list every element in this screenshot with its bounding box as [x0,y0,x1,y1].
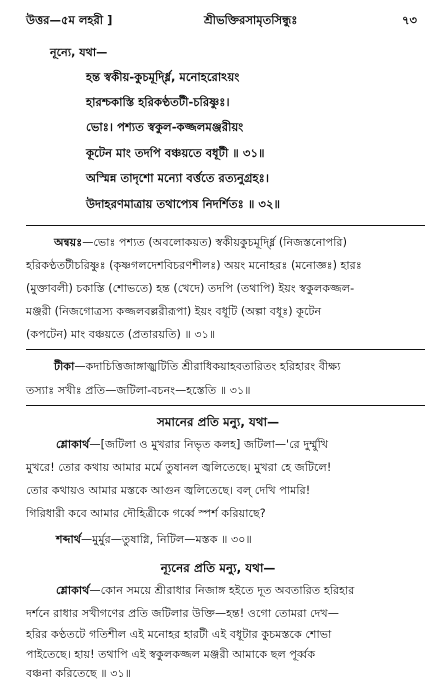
verse-line: ভোঃ। পশ্যত স্বকুল-কজ্জলমঞ্জরীয়ং [86,120,244,134]
translation-line [56,438,328,452]
anvaya-text: (কপটেন) মাং বঞ্চয়তে (প্রতারয়তি) ॥ ৩১॥ [26,328,216,341]
translation-line [26,667,131,681]
section-divider [26,405,425,406]
translation-text: হরির কণ্ঠতটে গতিশীল এই মনোহর হারটী এই বধূটার কুচমস্তকে শোভা [26,628,332,641]
verse-line: হন্ত স্বকীয়-কুচমূর্দ্ধ্নি, মনোহরোঽয়ং [86,70,240,84]
running-header [26,12,425,30]
translation-line [26,507,266,521]
anvaya-text: —ভোঃ পশ্যত (অবলোকয়ত) স্বকীয়কুচমূর্দ্ধ্নি (নিজস্তনোপরি) [82,236,347,249]
anvaya-line [54,236,347,250]
tika-label: টীকা [54,360,75,373]
header-book-title: শ্রীভক্তিরসামৃতসিন্ধুঃ [204,13,298,27]
section-divider [26,225,425,226]
translation-text: দর্শনে রাধার সখীগণের প্রতি জটিলার উক্তি—হন্ত! ওগো তোমরা দেখ— [26,607,339,620]
translation-line [56,584,354,598]
verse-line: কূটেন মাং তদপি বঞ্চয়তে বধূটী ॥ ৩১॥ [86,146,265,160]
translation-line [26,628,331,642]
translation-line [26,607,339,621]
section-heading: সমানের প্রতি মন্যু, যথা— [157,415,280,429]
section-heading: ন্যূনের প্রতি মন্যু, যথা— [160,561,276,575]
translation-label: শ্লোকার্থ [56,584,90,597]
tika-text: তস্যাঃ সখীঃ প্রতি—জটিলা-বচনং—হস্তেতি ॥ ৩১॥ [26,384,251,397]
translation-text: —কোন সময়ে শ্রীরাধার নিজাঙ্গ হইতে দূত অবতারিত হরিহার [89,584,355,597]
anvaya-line [26,305,321,319]
anvaya-line [26,259,362,273]
translation-label: শ্লোকার্থ [56,438,90,451]
verse-line: অস্মিন্ন তাদৃশো মন্যো বর্ত্ততে রত্যনুগ্রহঃ। [86,171,269,185]
translation-text: বঞ্চনা করিতেছে ॥ ৩১॥ [26,667,132,680]
tika-line [54,360,340,374]
anvaya-text: (মুক্তাবলী) চকাস্তি (শোভতে) হন্ত (খেদে) তদপি (তথাপি) ইয়ং স্বকুলকজ্জল- [26,282,355,295]
anvaya-text: মঞ্জরী (নিজগোত্রস্য কজ্জলবল্লরীরূপা) ইয়ং বধূটি (অল্পা বধূঃ) কূটেন [26,305,322,318]
verse-line: উদাহরণমাত্রায় তথাপ্যেষ নিদর্শিতঃ ॥ ৩২॥ [86,197,281,211]
translation-text: গিরিধারী কবে আমার দৌহিত্রীকে গর্ব্বে স্পর্শ করিয়াছে? [26,507,266,520]
tika-line [26,384,251,398]
translation-line [26,484,310,498]
tika-text: —কদাচিত্তিজাঙ্গাজ্ঝটিতি শ্রীরাধিকয়াহবতারিতং হরিহারং বীক্ষ্য [74,360,341,373]
word-meaning-text: —মুর্মুর—তুষাগ্নি, নিটিল—মস্তক ॥ ৩০॥ [80,533,252,546]
anvaya-line [26,282,354,296]
translation-text: মুখরে! তোর কথায় আমার মর্মে তুষানল জ্বলিতেছে। মুখরা হে জটিলে! [26,461,332,474]
translation-line [26,461,331,475]
translation-line [26,648,315,662]
anvaya-label: অন্বয়ঃ [54,236,83,249]
translation-text: তোর কথায়ও আমার মস্তকে আগুন জ্বলিতেছে। বল্ দেখি পামরি! [26,484,311,497]
anvaya-text: হরিকণ্ঠতটীচরিষ্ণুঃ (কৃষ্ণগলদেশবিচরণশীলঃ) অয়ং মনোহরঃ (মনোজ্ঞঃ) হারঃ [26,259,362,272]
translation-text: —[জটিলা ও মুখরার নিভৃত কলহ] জটিলা—'রে দুর্ম্মুখি [89,438,329,451]
word-meaning-label: শব্দার্থ [56,533,81,546]
anvaya-line [26,328,215,342]
section-divider [26,349,425,350]
page-number: ৭৩ [402,13,417,27]
word-meaning-line [56,533,252,547]
header-chapter: উত্তর—৫ম লহরী ] [26,13,113,27]
verse-line: হারশ্চকাস্তি হরিকণ্ঠতটী-চরিষ্ণুঃ। [86,95,230,109]
intro-line: নূন্যে, যথা— [50,46,108,59]
translation-text: পাইতেছে। হায়! তথাপি এই স্বকুলকজ্জল মঞ্জরী আমাকে ছল পূর্ব্বক [26,648,316,661]
